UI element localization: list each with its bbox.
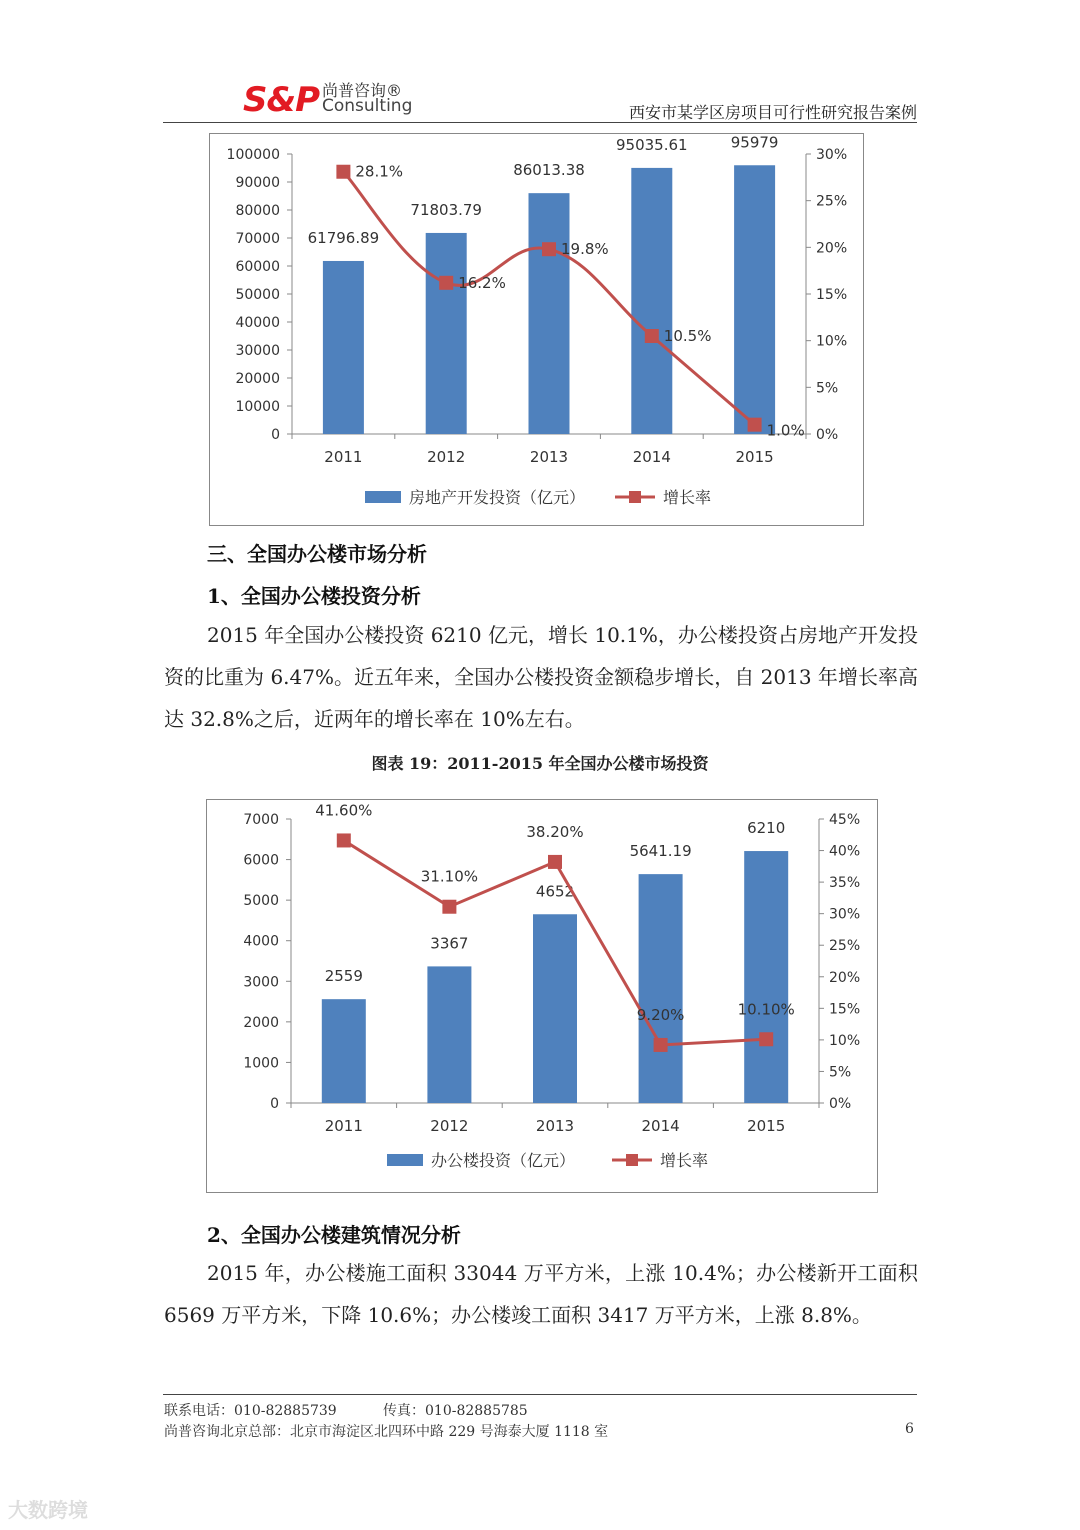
bar-data-label: 5641.19: [629, 842, 692, 861]
left-axis-tick-label: 7000: [243, 812, 279, 828]
growth-rate-data-label: 16.2%: [458, 273, 506, 292]
growth-rate-marker: [645, 329, 659, 343]
left-axis-tick-label: 100000: [226, 147, 280, 163]
left-axis-tick-label: 0: [271, 427, 280, 443]
x-axis-tick-label: 2015: [747, 1117, 786, 1135]
legend-bar-label: 办公楼投资（亿元）: [431, 1151, 576, 1170]
growth-rate-marker: [548, 855, 562, 869]
section-3-2-title: 2、全国办公楼建筑情况分析: [207, 1223, 461, 1247]
right-axis-tick-label: 35%: [829, 875, 861, 892]
right-axis-tick-label: 0%: [829, 1096, 852, 1112]
x-axis-tick-label: 2013: [529, 448, 569, 466]
left-axis-tick-label: 30000: [235, 343, 280, 359]
bar: [427, 966, 471, 1103]
bar-data-label: 71803.79: [410, 200, 482, 219]
bar: [322, 999, 366, 1103]
left-axis-tick-label: 10000: [235, 399, 280, 415]
bar: [426, 233, 467, 434]
growth-rate-marker: [759, 1032, 773, 1046]
right-axis-tick-label: 30%: [816, 147, 848, 163]
left-axis-tick-label: 1000: [243, 1055, 279, 1072]
left-axis-tick-label: 20000: [235, 371, 280, 387]
chart-real-estate-investment-svg: [210, 134, 863, 525]
legend-bar-swatch: [365, 491, 401, 503]
x-axis-tick-label: 2011: [324, 448, 363, 466]
bar-data-label: 95979: [730, 134, 779, 152]
chart-office-investment: [206, 799, 878, 1193]
legend-line-marker: [626, 1154, 638, 1166]
bar: [734, 165, 775, 434]
bar-data-label: 3367: [430, 934, 469, 953]
left-axis-tick-label: 4000: [243, 933, 279, 950]
x-axis-tick-label: 2014: [632, 448, 671, 466]
bar-data-label: 95035.61: [616, 135, 688, 154]
right-axis-tick-label: 10%: [829, 1032, 861, 1049]
legend-line-marker: [629, 491, 641, 503]
growth-rate-marker: [336, 165, 350, 179]
left-axis-tick-label: 3000: [243, 974, 279, 991]
page-number: 6: [905, 1421, 914, 1437]
growth-rate-data-label: 28.1%: [355, 162, 404, 181]
bar-data-label: 86013.38: [513, 161, 585, 180]
x-axis-tick-label: 2012: [427, 448, 466, 466]
bar-data-label: 2559: [324, 967, 363, 986]
growth-rate-data-label: 9.20%: [636, 1005, 685, 1024]
right-axis-tick-label: 15%: [829, 1001, 861, 1018]
right-axis-tick-label: 10%: [816, 333, 848, 350]
chart-real-estate-investment: [209, 133, 864, 526]
growth-rate-data-label: 41.60%: [315, 801, 373, 820]
left-axis-tick-label: 60000: [235, 259, 280, 275]
bar-data-label: 61796.89: [307, 228, 380, 247]
left-axis-tick-label: 5000: [243, 893, 279, 910]
growth-rate-marker: [439, 276, 453, 290]
footer-fax: 传真：010-82885785: [383, 1403, 528, 1419]
growth-rate-marker: [654, 1038, 668, 1052]
left-axis-tick-label: 0: [270, 1096, 279, 1112]
right-axis-tick-label: 0%: [816, 427, 839, 443]
right-axis-tick-label: 20%: [816, 240, 848, 257]
bar: [631, 168, 672, 434]
section-3-1-title: 1、全国办公楼投资分析: [207, 584, 421, 608]
section-3-1-paragraph: 2015 年全国办公楼投资 6210 亿元，增长 10.1%，办公楼投资占房地产开发投资的比重为 6.47%。近五年来，全国办公楼投资金额稳步增长，自 2013 年增长率高达 32.8%之后，近两年的增长率在 10%左右。: [164, 623, 918, 731]
document-title: 西安市某学区房项目可行性研究报告案例: [628, 103, 917, 122]
bar-data-label: 4652: [535, 882, 575, 901]
left-axis-tick-label: 40000: [235, 315, 280, 331]
bar: [533, 914, 577, 1103]
left-axis-tick-label: 50000: [235, 287, 280, 303]
legend-bar-label: 房地产开发投资（亿元）: [409, 488, 586, 507]
logo-chinese-name: 尚普咨询®: [322, 81, 403, 100]
right-axis-tick-label: 5%: [829, 1064, 852, 1081]
x-axis-tick-label: 2011: [324, 1117, 363, 1135]
growth-rate-data-label: 31.10%: [420, 867, 479, 886]
growth-rate-marker: [337, 833, 351, 847]
left-axis-tick-label: 2000: [243, 1014, 279, 1031]
bar: [323, 261, 364, 434]
left-axis-tick-label: 70000: [235, 231, 280, 247]
legend-bar-swatch: [387, 1154, 423, 1166]
x-axis-tick-label: 2013: [535, 1117, 575, 1135]
bar: [744, 851, 788, 1103]
left-axis-tick-label: 80000: [235, 203, 280, 219]
section-3-title: 三、全国办公楼市场分析: [207, 542, 427, 566]
x-axis-tick-label: 2015: [735, 448, 774, 466]
growth-rate-data-label: 10.10%: [737, 1000, 795, 1019]
x-axis-tick-label: 2012: [430, 1117, 469, 1135]
right-axis-tick-label: 25%: [829, 938, 861, 955]
right-axis-tick-label: 45%: [829, 812, 861, 828]
growth-rate-data-label: 19.8%: [561, 240, 609, 259]
header-rule: [163, 122, 917, 123]
footer-phone: 联系电话：010-82885739: [164, 1403, 337, 1419]
logo-english-name: Consulting: [322, 96, 413, 116]
right-axis-tick-label: 5%: [816, 380, 839, 397]
footer-rule: [163, 1394, 917, 1395]
growth-rate-data-label: 10.5%: [663, 327, 712, 345]
chart-office-investment-svg: [207, 800, 877, 1192]
growth-rate-marker: [748, 418, 762, 432]
legend-line-label: 增长率: [663, 488, 712, 507]
right-axis-tick-label: 15%: [816, 287, 848, 303]
right-axis-tick-label: 20%: [829, 969, 861, 986]
footer-address: 尚普咨询北京总部：北京市海淀区北四环中路 229 号海泰大厦 1118 室: [164, 1424, 609, 1440]
growth-rate-data-label: 38.20%: [526, 822, 584, 841]
legend-line-label: 增长率: [660, 1151, 709, 1170]
logo-mark: S&P: [243, 80, 320, 120]
growth-rate-data-label: 1.0%: [766, 421, 805, 440]
bar: [529, 193, 570, 434]
left-axis-tick-label: 90000: [235, 175, 280, 191]
figure-19-caption: 图表 19：2011-2015 年全国办公楼市场投资: [371, 754, 709, 773]
watermark: 大数跨境: [8, 1498, 88, 1522]
bar-data-label: 6210: [747, 819, 786, 838]
x-axis-tick-label: 2014: [641, 1117, 680, 1135]
growth-rate-marker: [542, 242, 556, 256]
section-3-2-paragraph: 2015 年，办公楼施工面积 33044 万平方米，上涨 10.4%；办公楼新开工面积 6569 万平方米，下降 10.6%；办公楼竣工面积 3417 万平方米，上涨 8.8%。: [164, 1261, 918, 1327]
right-axis-tick-label: 40%: [829, 843, 861, 860]
right-axis-tick-label: 30%: [829, 906, 861, 923]
right-axis-tick-label: 25%: [816, 193, 848, 210]
growth-rate-marker: [442, 900, 456, 914]
bar: [636, 874, 685, 1103]
left-axis-tick-label: 6000: [243, 852, 279, 869]
